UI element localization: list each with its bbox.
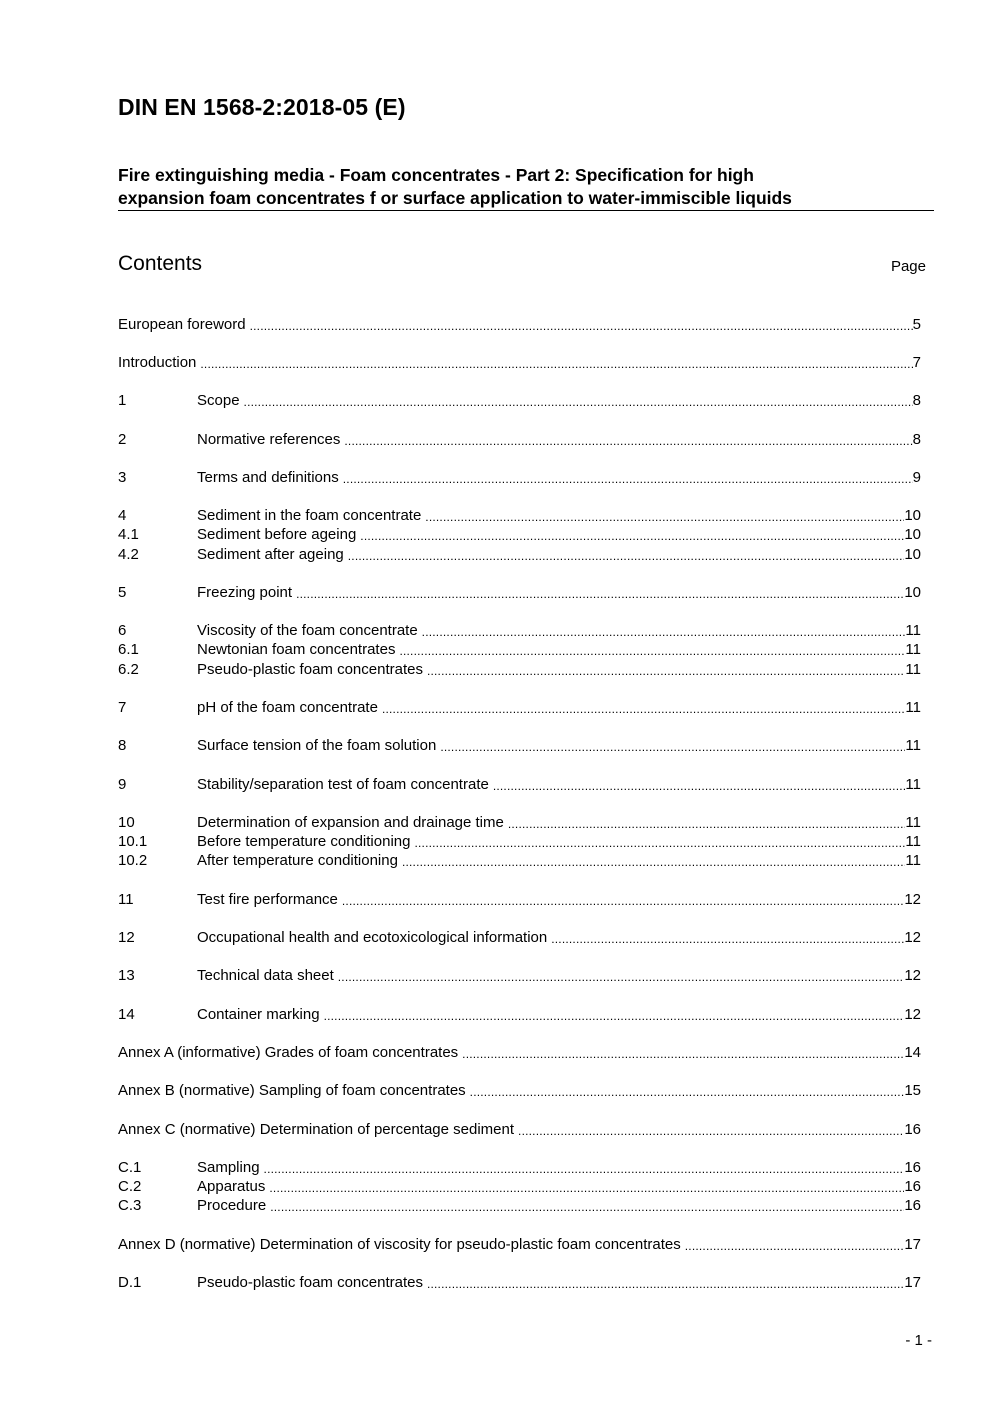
toc-leader-dots xyxy=(343,469,913,489)
toc-entry[interactable] xyxy=(118,1273,921,1293)
toc-entry-number: 12 xyxy=(118,929,135,946)
toc-entry-title: Stability/separation test of foam concentrate xyxy=(197,776,489,793)
contents-heading: Contents xyxy=(118,252,203,275)
toc-entry[interactable] xyxy=(118,506,921,526)
toc-entry[interactable] xyxy=(118,832,921,852)
toc-entry-number: 10.1 xyxy=(118,833,148,850)
toc-entry-number: C.1 xyxy=(118,1159,142,1176)
toc-entry[interactable] xyxy=(118,660,921,680)
toc-entry-page: 11 xyxy=(905,641,921,658)
toc-entry[interactable] xyxy=(118,928,921,948)
page-column-label: Page xyxy=(890,258,926,275)
toc-entry-title: Annex C (normative) Determination of percentage sediment xyxy=(118,1121,515,1138)
toc-entry-title: European foreword xyxy=(118,316,246,333)
toc-entry-title: Surface tension of the foam solution xyxy=(197,737,437,754)
toc-entry[interactable] xyxy=(118,430,921,450)
toc-entry-title: Freezing point xyxy=(197,584,293,601)
toc-entry-title: Container marking xyxy=(197,1006,320,1023)
toc-entry[interactable] xyxy=(118,353,921,373)
toc-entry-page: 11 xyxy=(905,814,921,831)
toc-entry[interactable] xyxy=(118,775,921,795)
toc-entry-title: Annex A (informative) Grades of foam concentrates xyxy=(118,1044,459,1061)
toc-entry-title: After temperature conditioning xyxy=(197,852,398,869)
toc-leader-dots xyxy=(685,1236,905,1256)
toc-entry-title: Pseudo-plastic foam concentrates xyxy=(197,1274,423,1291)
toc-leader-dots xyxy=(269,1178,904,1198)
toc-leader-dots xyxy=(382,699,905,719)
toc-entry-title: Viscosity of the foam concentrate xyxy=(197,622,418,639)
toc-leader-dots xyxy=(296,584,904,604)
toc-entry[interactable] xyxy=(118,1120,921,1140)
toc-entry-number: 1 xyxy=(118,392,127,409)
toc-leader-dots xyxy=(470,1082,905,1102)
toc-leader-dots xyxy=(425,507,904,527)
toc-entry[interactable] xyxy=(118,736,921,756)
toc-leader-dots xyxy=(399,641,905,661)
toc-entry-number: 2 xyxy=(118,431,127,448)
toc-leader-dots xyxy=(344,431,912,451)
toc-entry-number: 10 xyxy=(118,814,135,831)
toc-entry-title: Occupational health and ecotoxicological information xyxy=(197,929,548,946)
toc-entry[interactable] xyxy=(118,1235,921,1255)
toc-entry-title: Determination of expansion and drainage time xyxy=(197,814,504,831)
toc-entry-page: 8 xyxy=(912,431,921,448)
subtitle-line-2: expansion foam concentrates f or surface application to water-immiscible liquids xyxy=(118,188,792,208)
toc-leader-dots xyxy=(422,622,906,642)
toc-entry-number: 6 xyxy=(118,622,127,639)
toc-leader-dots xyxy=(264,1159,905,1179)
toc-entry[interactable] xyxy=(118,468,921,488)
toc-entry-title: Scope xyxy=(197,392,240,409)
toc-entry[interactable] xyxy=(118,966,921,986)
toc-entry-number: 13 xyxy=(118,967,135,984)
toc-leader-dots xyxy=(348,546,905,566)
toc-entry-page: 11 xyxy=(905,737,921,754)
toc-entry-page: 7 xyxy=(912,354,921,371)
toc-entry-page: 17 xyxy=(904,1236,921,1253)
toc-leader-dots xyxy=(338,967,905,987)
toc-leader-dots xyxy=(427,1274,904,1294)
toc-entry-title: pH of the foam concentrate xyxy=(197,699,378,716)
toc-entry-title: Sediment after ageing xyxy=(197,546,344,563)
toc-leader-dots xyxy=(518,1121,904,1141)
toc-leader-dots xyxy=(551,929,904,949)
toc-entry-page: 11 xyxy=(905,833,921,850)
toc-entry[interactable] xyxy=(118,1158,921,1178)
toc-leader-dots xyxy=(200,354,912,374)
toc-leader-dots xyxy=(440,737,905,757)
toc-entry-page: 11 xyxy=(905,852,921,869)
toc-leader-dots xyxy=(244,392,913,412)
toc-entry-title: Technical data sheet xyxy=(197,967,334,984)
toc-entry-title: Terms and definitions xyxy=(197,469,339,486)
toc-entry-number: C.3 xyxy=(118,1197,142,1214)
toc-leader-dots xyxy=(493,776,906,796)
toc-entry[interactable] xyxy=(118,391,921,411)
toc-entry-page: 12 xyxy=(904,967,921,984)
toc-entry-number: 5 xyxy=(118,584,127,601)
toc-entry-page: 5 xyxy=(912,316,921,333)
toc-entry-title: Introduction xyxy=(118,354,197,371)
toc-entry-page: 10 xyxy=(904,507,921,524)
subtitle-underline xyxy=(118,210,934,211)
toc-entry-number: 4 xyxy=(118,507,127,524)
toc-entry-page: 10 xyxy=(904,546,921,563)
toc-entry[interactable] xyxy=(118,545,921,565)
toc-entry-number: 4.2 xyxy=(118,546,139,563)
toc-leader-dots xyxy=(414,833,905,853)
toc-entry-number: 4.1 xyxy=(118,526,139,543)
toc-entry[interactable] xyxy=(118,640,921,660)
toc-leader-dots xyxy=(250,316,913,336)
toc-entry[interactable] xyxy=(118,583,921,603)
toc-leader-dots xyxy=(324,1006,905,1026)
toc-entry[interactable] xyxy=(118,1081,921,1101)
toc-entry-number: C.2 xyxy=(118,1178,142,1195)
toc-entry-page: 12 xyxy=(904,891,921,908)
toc-entry-title: Annex B (normative) Sampling of foam concentrates xyxy=(118,1082,466,1099)
toc-entry-title: Sediment before ageing xyxy=(197,526,357,543)
toc-entry-page: 16 xyxy=(904,1121,921,1138)
toc-entry-page: 16 xyxy=(904,1178,921,1195)
toc-entry[interactable] xyxy=(118,525,921,545)
toc-entry-title: Test fire performance xyxy=(197,891,338,908)
toc-entry-page: 12 xyxy=(904,929,921,946)
toc-leader-dots xyxy=(462,1044,904,1064)
subtitle-line-1: Fire extinguishing media - Foam concentrates - Part 2: Specification for high xyxy=(118,165,754,185)
toc-entry-page: 11 xyxy=(905,699,921,716)
toc-entry-title: Newtonian foam concentrates xyxy=(197,641,396,658)
toc-entry-number: 6.1 xyxy=(118,641,139,658)
toc-entry-page: 11 xyxy=(905,661,921,678)
toc-leader-dots xyxy=(427,661,905,681)
toc-entry-title: Annex D (normative) Determination of viscosity for pseudo-plastic foam concentrates xyxy=(118,1236,681,1253)
toc-entry-page: 12 xyxy=(904,1006,921,1023)
toc-leader-dots xyxy=(342,891,904,911)
toc-entry[interactable] xyxy=(118,851,921,871)
toc-entry-page: 11 xyxy=(905,776,921,793)
toc-entry-page: 16 xyxy=(904,1159,921,1176)
toc-entry-number: 7 xyxy=(118,699,127,716)
toc-entry[interactable] xyxy=(118,621,921,641)
toc-entry[interactable] xyxy=(118,315,921,335)
toc-entry-number: 9 xyxy=(118,776,127,793)
toc-entry-title: Apparatus xyxy=(197,1178,266,1195)
document-subtitle xyxy=(118,164,918,210)
toc-entry[interactable] xyxy=(118,1043,921,1063)
toc-entry[interactable] xyxy=(118,698,921,718)
toc-entry-page: 16 xyxy=(904,1197,921,1214)
toc-entry-number: 3 xyxy=(118,469,127,486)
toc-entry[interactable] xyxy=(118,890,921,910)
toc-entry-page: 8 xyxy=(912,392,921,409)
toc-entry-title: Sediment in the foam concentrate xyxy=(197,507,422,524)
toc-entry-number: 8 xyxy=(118,737,127,754)
toc-entry-number: D.1 xyxy=(118,1274,142,1291)
toc-entry-title: Pseudo-plastic foam concentrates xyxy=(197,661,423,678)
page-number: - 1 - xyxy=(905,1332,932,1349)
toc-entry-number: 6.2 xyxy=(118,661,139,678)
toc-entry[interactable] xyxy=(118,1196,921,1216)
toc-leader-dots xyxy=(360,526,904,546)
toc-entry-page: 15 xyxy=(904,1082,921,1099)
toc-entry-page: 10 xyxy=(904,584,921,601)
document-id: DIN EN 1568-2:2018-05 (E) xyxy=(118,94,406,120)
toc-entry[interactable] xyxy=(118,1005,921,1025)
toc-entry[interactable] xyxy=(118,1177,921,1197)
toc-entry-page: 9 xyxy=(912,469,921,486)
toc-entry-page: 11 xyxy=(905,622,921,639)
toc-leader-dots xyxy=(508,814,906,834)
toc-entry-title: Normative references xyxy=(197,431,341,448)
toc-entry-number: 14 xyxy=(118,1006,135,1023)
toc-entry-page: 10 xyxy=(904,526,921,543)
toc-entry-number: 11 xyxy=(118,891,134,908)
toc-entry-title: Before temperature conditioning xyxy=(197,833,411,850)
toc-entry-page: 14 xyxy=(904,1044,921,1061)
toc-entry-page: 17 xyxy=(904,1274,921,1291)
toc-entry[interactable] xyxy=(118,813,921,833)
toc-entry-title: Sampling xyxy=(197,1159,260,1176)
toc-leader-dots xyxy=(402,852,905,872)
toc-entry-title: Procedure xyxy=(197,1197,267,1214)
toc-entry-number: 10.2 xyxy=(118,852,148,869)
toc-leader-dots xyxy=(270,1197,904,1217)
